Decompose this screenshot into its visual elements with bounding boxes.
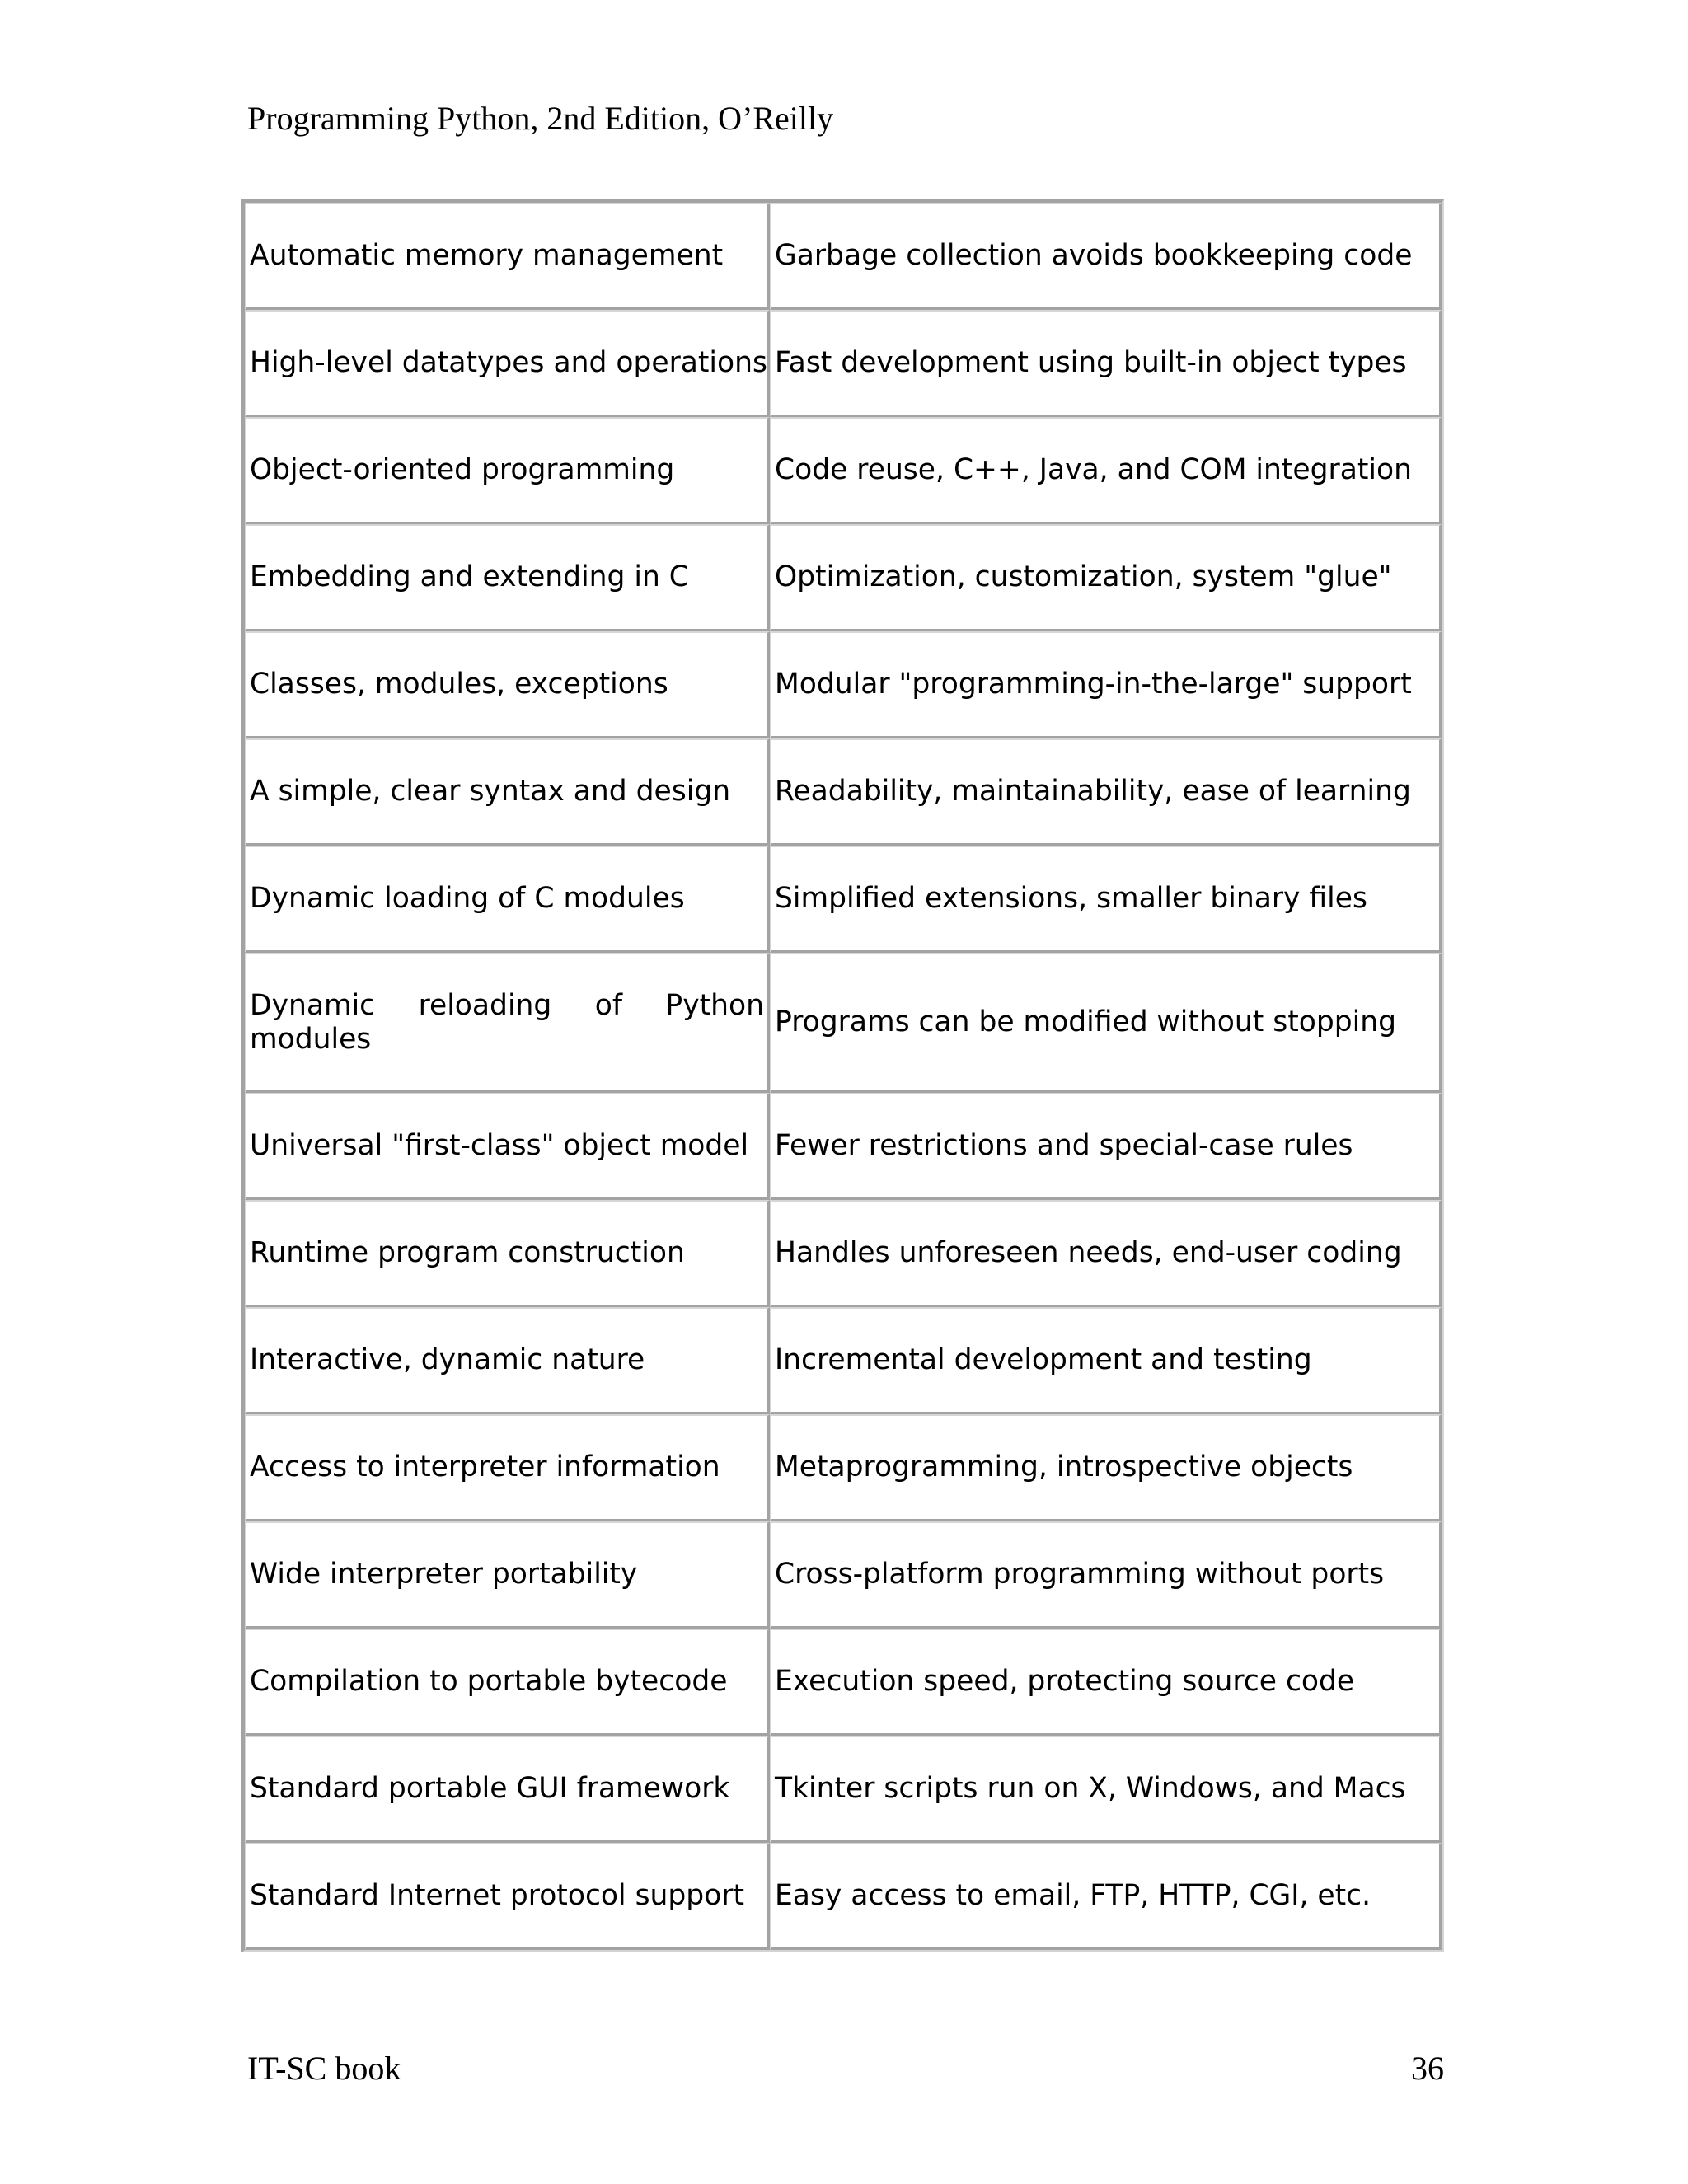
feature-cell: Dynamic reloading of Python modules [245,953,770,1093]
benefit-cell: Modular "programming-in-the-large" support [770,631,1442,738]
table-row [245,1843,1442,1950]
page-number: 36 [1411,2050,1444,2087]
benefit-cell: Easy access to email, FTP, HTTP, CGI, etc. [770,1843,1442,1950]
benefit-cell: Metaprogramming, introspective objects [770,1414,1442,1521]
feature-cell: Dynamic loading of C modules [245,846,770,953]
table-row [245,1736,1442,1843]
feature-cell: Interactive, dynamic nature [245,1307,770,1414]
table-row [245,203,1442,310]
table-row [245,846,1442,953]
benefit-cell: Fast development using built-in object types [770,310,1442,417]
feature-cell: Runtime program construction [245,1200,770,1307]
feature-cell: Standard portable GUI framework [245,1736,770,1843]
benefit-cell: Handles unforeseen needs, end-user coding [770,1200,1442,1307]
table-row [245,953,1442,1093]
feature-cell: Classes, modules, exceptions [245,631,770,738]
table-row [245,631,1442,738]
benefit-cell: Cross-platform programming without ports [770,1521,1442,1629]
benefit-cell: Code reuse, C++, Java, and COM integration [770,417,1442,524]
benefit-cell: Tkinter scripts run on X, Windows, and Macs [770,1736,1442,1843]
table-row [245,1200,1442,1307]
benefit-cell: Optimization, customization, system "glue" [770,524,1442,631]
table-row [245,417,1442,524]
table-row [245,1093,1442,1200]
table-row [245,1414,1442,1521]
feature-cell: Standard Internet protocol support [245,1843,770,1950]
feature-cell: Wide interpreter portability [245,1521,770,1629]
benefit-cell: Readability, maintainability, ease of learning [770,738,1442,846]
table-row [245,310,1442,417]
benefit-cell: Simplified extensions, smaller binary files [770,846,1442,953]
running-header: Programming Python, 2nd Edition, O’Reilly [247,100,834,137]
feature-cell: Access to interpreter information [245,1414,770,1521]
table-row [245,1629,1442,1736]
table-row [245,738,1442,846]
feature-cell: Automatic memory management [245,203,770,310]
benefit-cell: Garbage collection avoids bookkeeping code [770,203,1442,310]
feature-cell: Compilation to portable bytecode [245,1629,770,1736]
benefit-cell: Execution speed, protecting source code [770,1629,1442,1736]
table-row [245,1521,1442,1629]
feature-cell: High-level datatypes and operations [245,310,770,417]
benefit-cell: Programs can be modified without stopping [770,953,1442,1093]
footer-source: IT-SC book [247,2050,401,2087]
benefit-cell: Incremental development and testing [770,1307,1442,1414]
table-row [245,524,1442,631]
feature-cell: A simple, clear syntax and design [245,738,770,846]
benefit-cell: Fewer restrictions and special-case rules [770,1093,1442,1200]
table-row [245,1307,1442,1414]
feature-cell: Universal "first-class" object model [245,1093,770,1200]
features-table [241,199,1444,1952]
feature-cell: Object-oriented programming [245,417,770,524]
feature-cell: Embedding and extending in C [245,524,770,631]
